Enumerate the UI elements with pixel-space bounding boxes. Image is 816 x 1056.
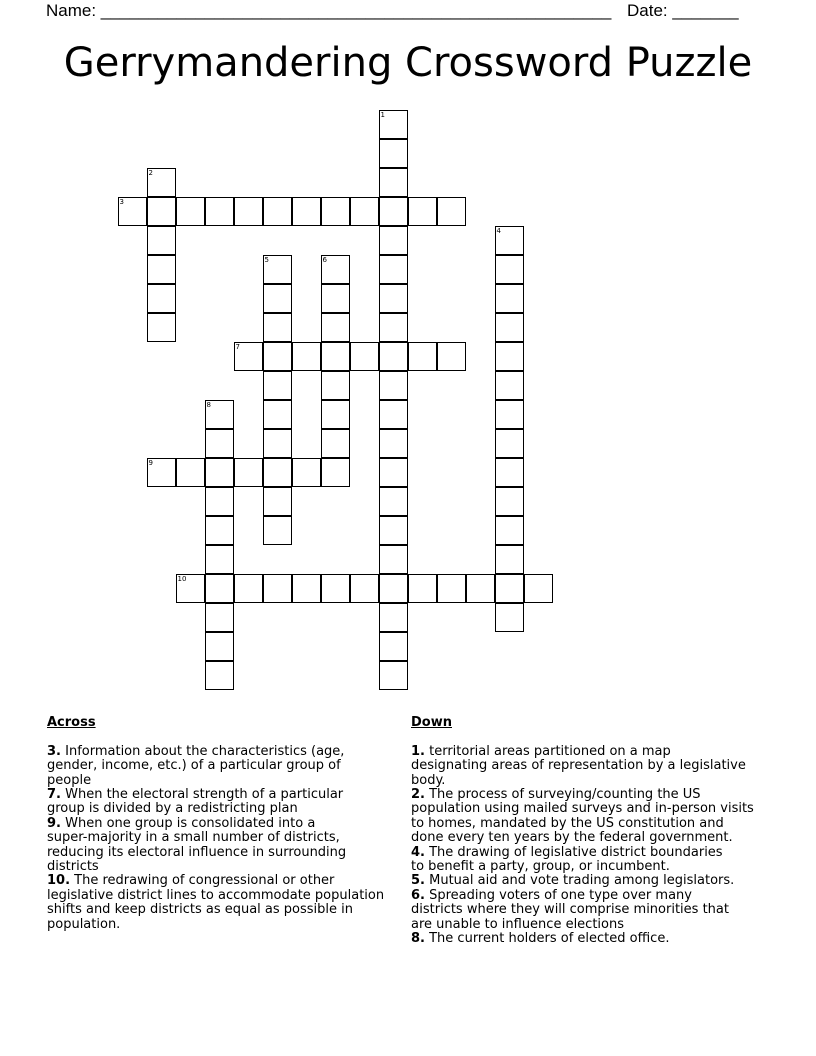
clue-down — [411, 874, 781, 888]
clue-text: territorial areas partitioned on a map designating areas of representation by a legislative body. — [411, 743, 746, 788]
grid-cell[interactable] — [437, 197, 466, 226]
clue-number: 4. — [411, 844, 425, 860]
grid-cell[interactable] — [350, 197, 379, 226]
across-clues — [47, 701, 417, 947]
grid-cell[interactable] — [205, 516, 234, 545]
clue-down — [411, 889, 781, 932]
grid-cell[interactable] — [147, 197, 176, 226]
grid-cell[interactable] — [205, 197, 234, 226]
grid-cell[interactable] — [495, 313, 524, 342]
grid-cell[interactable] — [176, 458, 205, 487]
grid-cell[interactable] — [321, 574, 350, 603]
clue-number: 5. — [411, 873, 425, 889]
grid-cell[interactable] — [321, 429, 350, 458]
clue-across — [47, 788, 417, 817]
grid-cell[interactable] — [408, 342, 437, 371]
grid-cell[interactable] — [495, 574, 524, 603]
date-field[interactable]: Date: _______ — [627, 1, 739, 20]
grid-cell[interactable] — [379, 603, 408, 632]
clue-text: The drawing of legislative district boundaries to benefit a party, group, or incumbent. — [411, 844, 723, 875]
grid-cell[interactable] — [350, 342, 379, 371]
grid-cell[interactable] — [205, 429, 234, 458]
grid-cell[interactable] — [379, 632, 408, 661]
grid-cell[interactable] — [205, 603, 234, 632]
grid-cell[interactable] — [379, 516, 408, 545]
clue-down — [411, 932, 781, 946]
grid-cell[interactable] — [379, 429, 408, 458]
grid-cell[interactable] — [263, 255, 292, 284]
grid-cell[interactable] — [263, 400, 292, 429]
clue-across — [47, 874, 417, 932]
grid-cell[interactable] — [263, 284, 292, 313]
clue-text: The current holders of elected office. — [424, 931, 670, 947]
clue-down — [411, 745, 781, 788]
grid-cell[interactable] — [147, 255, 176, 284]
grid-cell[interactable] — [408, 197, 437, 226]
grid-cell[interactable] — [379, 255, 408, 284]
grid-cell[interactable] — [234, 574, 263, 603]
clue-across — [47, 745, 417, 788]
grid-cell[interactable] — [321, 400, 350, 429]
grid-cell[interactable] — [205, 574, 234, 603]
grid-cell[interactable] — [263, 371, 292, 400]
grid-cell[interactable] — [495, 400, 524, 429]
across-heading: Across — [47, 715, 96, 731]
down-clues — [411, 701, 781, 961]
grid-cell[interactable] — [379, 197, 408, 226]
grid-cell[interactable] — [292, 342, 321, 371]
grid-cell[interactable] — [379, 661, 408, 690]
grid-cell[interactable] — [495, 429, 524, 458]
grid-cell[interactable] — [379, 110, 408, 139]
clue-text: When the electoral strength of a particular group is divided by a redistricting plan — [47, 787, 344, 817]
grid-cell[interactable] — [176, 574, 205, 603]
grid-cell[interactable] — [205, 487, 234, 516]
grid-cell[interactable] — [495, 487, 524, 516]
clue-number-label: 3 — [119, 197, 124, 206]
clue-number: 7. — [47, 787, 61, 803]
clue-number: 10. — [47, 873, 71, 889]
grid-cell[interactable] — [263, 487, 292, 516]
grid-cell[interactable] — [350, 574, 379, 603]
grid-cell[interactable] — [263, 429, 292, 458]
clue-number: 1. — [411, 743, 425, 759]
clue-number-label: 1 — [380, 110, 385, 119]
grid-cell[interactable] — [292, 574, 321, 603]
grid-cell[interactable] — [321, 458, 350, 487]
name-field[interactable]: Name: ______________________________________________________ — [46, 1, 612, 20]
grid-cell[interactable] — [495, 342, 524, 371]
grid-cell[interactable] — [292, 458, 321, 487]
grid-cell[interactable] — [495, 516, 524, 545]
clue-number-label: 9 — [148, 458, 153, 467]
grid-cell[interactable] — [437, 342, 466, 371]
clue-down — [411, 788, 781, 846]
grid-cell[interactable] — [495, 545, 524, 574]
grid-cell[interactable] — [234, 342, 263, 371]
grid-cell[interactable] — [147, 284, 176, 313]
grid-cell[interactable] — [379, 487, 408, 516]
grid-cell[interactable] — [321, 371, 350, 400]
grid-cell[interactable] — [379, 574, 408, 603]
grid-cell[interactable] — [466, 574, 495, 603]
grid-cell[interactable] — [263, 574, 292, 603]
grid-cell[interactable] — [321, 255, 350, 284]
clue-number-label: 2 — [148, 168, 153, 177]
grid-cell[interactable] — [292, 197, 321, 226]
grid-cell[interactable] — [379, 545, 408, 574]
grid-cell[interactable] — [205, 632, 234, 661]
clue-text: Spreading voters of one type over many districts where they will comprise minorities that are unable to influence elections — [411, 887, 729, 932]
grid-cell[interactable] — [205, 545, 234, 574]
grid-cell[interactable] — [205, 458, 234, 487]
grid-cell[interactable] — [437, 574, 466, 603]
grid-cell[interactable] — [118, 197, 147, 226]
clue-number: 3. — [47, 743, 61, 759]
grid-cell[interactable] — [321, 342, 350, 371]
clue-text: The redrawing of congressional or other legislative district lines to accommodate population shifts and keep districts as equal as possible in population. — [47, 873, 385, 932]
clue-text: Mutual aid and vote trading among legislators. — [424, 873, 735, 889]
grid-cell[interactable] — [379, 168, 408, 197]
grid-cell[interactable] — [524, 574, 553, 603]
grid-cell[interactable] — [234, 197, 263, 226]
grid-cell[interactable] — [263, 458, 292, 487]
grid-cell[interactable] — [379, 284, 408, 313]
grid-cell[interactable] — [408, 574, 437, 603]
clue-number-label: 6 — [322, 255, 327, 264]
grid-cell[interactable] — [263, 313, 292, 342]
grid-cell[interactable] — [176, 197, 205, 226]
grid-cell[interactable] — [379, 400, 408, 429]
grid-cell[interactable] — [321, 197, 350, 226]
grid-cell[interactable] — [379, 371, 408, 400]
clue-text: The process of surveying/counting the US population using mailed surveys and in-person visits to homes, mandated by the US constitution and done every ten years by the federal government. — [411, 787, 754, 846]
grid-cell[interactable] — [321, 313, 350, 342]
grid-cell[interactable] — [495, 371, 524, 400]
grid-cell[interactable] — [379, 226, 408, 255]
clue-number-label: 5 — [264, 255, 269, 264]
clue-down — [411, 846, 781, 875]
grid-cell[interactable] — [147, 226, 176, 255]
grid-cell[interactable] — [379, 342, 408, 371]
grid-cell[interactable] — [147, 168, 176, 197]
clue-number: 2. — [411, 787, 425, 803]
grid-cell[interactable] — [147, 458, 176, 487]
clue-number-label: 8 — [206, 400, 211, 409]
grid-cell[interactable] — [205, 400, 234, 429]
grid-cell[interactable] — [263, 342, 292, 371]
down-heading: Down — [411, 715, 452, 731]
grid-cell[interactable] — [379, 139, 408, 168]
grid-cell[interactable] — [263, 516, 292, 545]
clue-number-label: 4 — [496, 226, 501, 235]
grid-cell[interactable] — [205, 661, 234, 690]
clue-number: 9. — [47, 815, 61, 831]
clue-across — [47, 817, 417, 875]
clue-text: Information about the characteristics (age, gender, income, etc.) of a particular group of people — [47, 743, 345, 788]
grid-cell[interactable] — [495, 458, 524, 487]
clue-number: 8. — [411, 931, 425, 947]
grid-cell[interactable] — [495, 603, 524, 632]
clue-number-label: 7 — [235, 342, 240, 351]
clue-text: When one group is consolidated into a super-majority in a small number of districts, reducing its electoral influence in surrounding districts — [47, 815, 347, 875]
clue-number: 6. — [411, 887, 425, 903]
grid-cell[interactable] — [263, 197, 292, 226]
clue-number-label: 10 — [177, 574, 187, 583]
page-title: Gerrymandering Crossword Puzzle — [63, 40, 753, 86]
grid-cell[interactable] — [495, 255, 524, 284]
grid-cell[interactable] — [234, 458, 263, 487]
grid-cell[interactable] — [147, 313, 176, 342]
grid-cell[interactable] — [379, 313, 408, 342]
grid-cell[interactable] — [495, 284, 524, 313]
grid-cell[interactable] — [379, 458, 408, 487]
grid-cell[interactable] — [495, 226, 524, 255]
grid-cell[interactable] — [321, 284, 350, 313]
